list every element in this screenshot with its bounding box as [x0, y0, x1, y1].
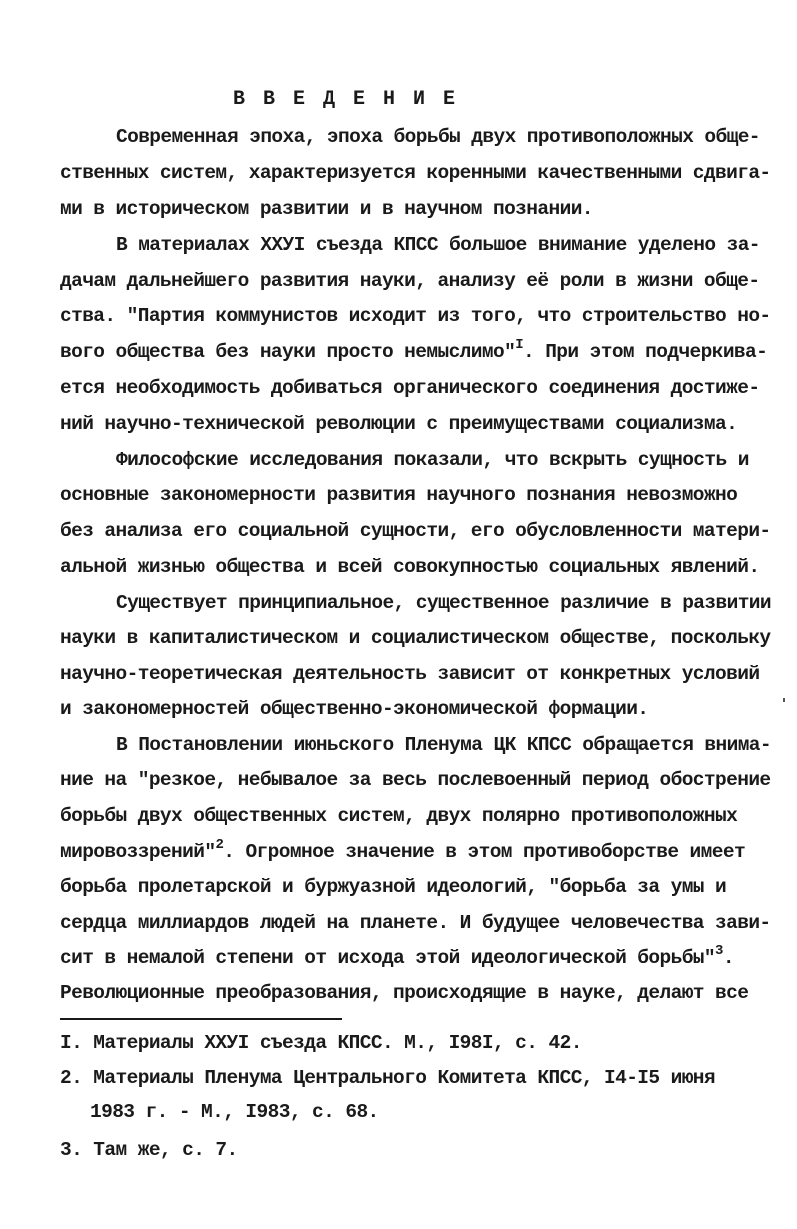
- paragraph-line: [60, 838, 760, 866]
- footnote-line: I. Материалы ХХУI съезда КПСС. М., I98I, с. 42.: [60, 1032, 582, 1054]
- footnote-line: 3. Там же, с. 7.: [60, 1139, 238, 1161]
- footnote-divider: [60, 1018, 342, 1020]
- paragraph-line: основные закономерности развития научного познания невозможно: [60, 484, 738, 506]
- paragraph-line: ственных систем, характеризуется коренными качественными сдвига-: [60, 162, 771, 184]
- line-text: мировоззрений": [60, 841, 216, 863]
- paragraph-line: борьба пролетарской и буржуазной идеологий, "борьба за умы и: [60, 876, 727, 898]
- paragraph-line: и закономерностей общественно-экономической формации.: [60, 698, 649, 720]
- paragraph-line: Современная эпоха, эпоха борьбы двух противоположных обще-: [116, 126, 760, 148]
- paragraph-line: В Постановлении июньского Пленума ЦК КПСС обращается внима-: [116, 734, 772, 756]
- line-text: .: [722, 947, 734, 969]
- footnote-mark: 2: [215, 836, 224, 853]
- line-text: . Огромное значение в этом противоборстве имеет: [223, 841, 746, 863]
- footnote-mark: 3: [715, 942, 723, 959]
- paragraph-line: [60, 336, 768, 366]
- paragraph-line: науки в капиталистическом и социалистическом обществе, поскольку: [60, 627, 771, 649]
- footnote-mark: I: [515, 336, 523, 353]
- paragraph-line: ний научно-технической революции с преимуществами социализма.: [60, 413, 738, 435]
- paragraph-line: сердца миллиардов людей на планете. И будущее человечества зави-: [60, 912, 771, 934]
- line-text: . При этом подчеркива-: [523, 341, 768, 363]
- paragraph-line: ства. "Партия коммунистов исходит из того, что строительство но-: [60, 305, 771, 327]
- paragraph-line: Существует принципиальное, существенное различие в развитии: [116, 592, 772, 614]
- line-text: вого общества без науки просто немыслимо": [60, 341, 516, 363]
- paragraph-line: без анализа его социальной сущности, его обусловленности матери-: [60, 520, 771, 542]
- paragraph-line: альной жизнью общества и всей совокупностью социальных явлений.: [60, 556, 760, 578]
- line-text: сит в немалой степени от исхода этой идеологической борьбы": [60, 947, 716, 969]
- paragraph-line: борьбы двух общественных систем, двух полярно противоположных: [60, 805, 738, 827]
- paragraph-line: ется необходимость добиваться органического соединения достиже-: [60, 377, 760, 399]
- scan-speck: [783, 698, 785, 702]
- paragraph-line: Революционные преобразования, происходящие в науке, делают все: [60, 982, 749, 1004]
- footnote-line: 2. Материалы Пленума Центрального Комитета КПСС, I4-I5 июня: [60, 1067, 716, 1089]
- paragraph-line: дачам дальнейшего развития науки, анализу её роли в жизни обще-: [60, 270, 760, 292]
- paragraph-line: ние на "резкое, небывалое за весь послевоенный период обострение: [60, 769, 771, 791]
- paragraph-line: Философские исследования показали, что вскрыть сущность и: [116, 449, 749, 471]
- paragraph-line: научно-теоретическая деятельность зависит от конкретных условий: [60, 663, 760, 685]
- paragraph-line: [60, 944, 760, 972]
- paragraph-line: В материалах ХХУI съезда КПСС большое внимание уделено за-: [116, 234, 760, 256]
- footnote-line: 1983 г. - М., I983, с. 68.: [90, 1101, 379, 1123]
- paragraph-line: ми в историческом развитии и в научном познании.: [60, 198, 593, 220]
- section-heading: В В Е Д Е Н И Е: [233, 88, 459, 111]
